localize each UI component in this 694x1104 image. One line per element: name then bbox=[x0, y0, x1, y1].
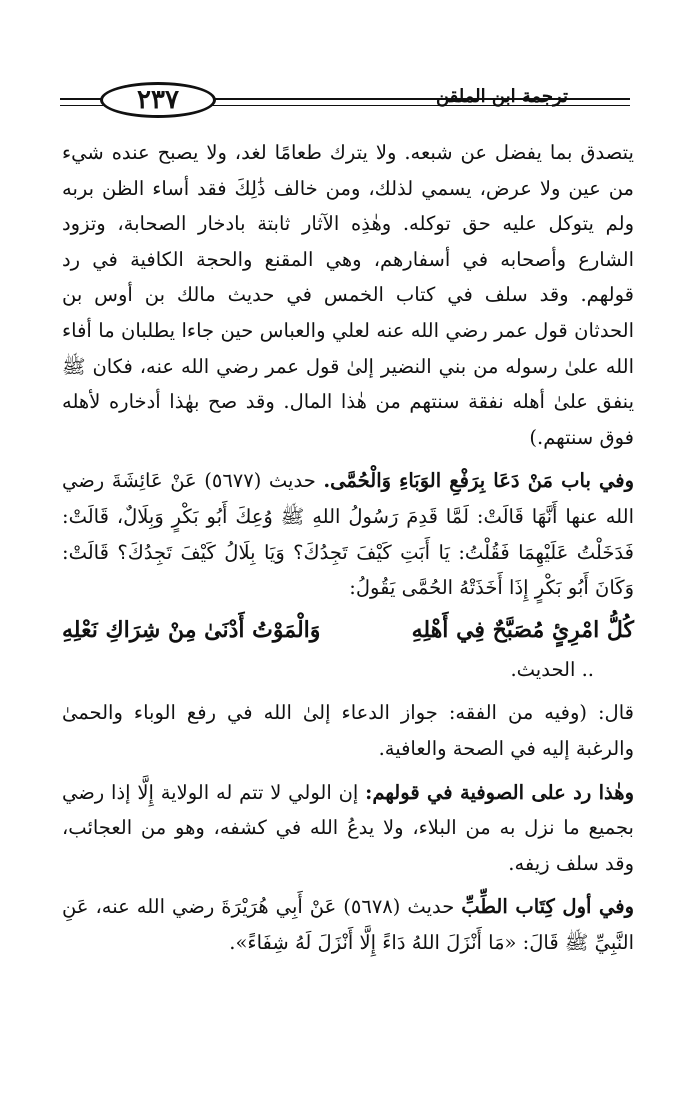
paragraph-4 bbox=[62, 775, 634, 882]
paragraph-2 bbox=[62, 463, 634, 605]
page-body bbox=[62, 135, 634, 960]
paragraph-1: يتصدق بما يفضل عن شبعه. ولا يترك طعامًا لغد، ولا يصبح عنده شيء من عين ولا عرض، يسمي لذلك، ومن خالف ذَٰلِكَ فقد أساء الظن بربه ولم يتوكل عليه حق توكله. وهٰذِه الآثار ثابتة بادخار الصحابة، وتزود الشارع وأصحابه في أسفارهم، وهي المقنع والحجة الكافية في رد قولهم. وقد سلف في كتاب الخمس في حديث مالك بن أوس بن الحدثان قول عمر رضي الله عنه لعلي والعباس حين جاءا يطلبان ما أفاء الله علىٰ رسوله من بني النضير إلىٰ قول عمر رضي الله عنه، فكان ﷺ ينفق علىٰ أهله نفقة سنتهم من هٰذا المال. وقد صح بهٰذا أدخاره لأهله فوق سنتهم.) bbox=[62, 141, 635, 449]
poem-verse bbox=[62, 608, 634, 652]
paragraph-4-text: إن الولي لا تتم له الولاية إِلَّا إذا رضي بجميع ما نزل به من البلاء، ولا يدعُ الله في كشفه، وهو من العجائب، وقد سلف زيفه. bbox=[62, 780, 634, 875]
page-header bbox=[60, 80, 630, 124]
header-rule-left bbox=[60, 105, 106, 106]
paragraph-5-text: حديث (٥٦٧٨) عَنْ أَبِي هُرَيْرَةَ رضي الله عنه، عَنِ النَّبِيِّ ﷺ قَالَ: «مَا أَنْزَلَ اللهُ دَاءً إِلَّا أَنْزَلَ لَهُ شِفَاءً». bbox=[62, 895, 634, 954]
paragraph-4-lead: وهٰذا رد على الصوفية في قولهم: bbox=[365, 780, 634, 804]
paragraph-5 bbox=[62, 889, 634, 960]
chapter-heading: وفي باب مَنْ دَعَا بِرَفْعِ الوَبَاءِ وَالْحُمَّى. bbox=[323, 469, 635, 493]
hadith-ellipsis: .. الحديث. bbox=[510, 657, 594, 681]
poem-second-hemistich: وَالْمَوْتُ أَدْنَىٰ مِنْ شِرَاكِ نَعْلِهِ bbox=[62, 616, 321, 643]
running-title: ترجمة ابن الملقن bbox=[435, 86, 568, 107]
poem-first-hemistich: كُلُّ امْرِئٍ مُصَبَّحٌ فِي أَهْلِهِ bbox=[411, 616, 634, 643]
paragraph-3: قال: (وفيه من الفقه: جواز الدعاء إلىٰ الله في رفع الوباء والحمىٰ والرغبة إليه في الصحة والعافية. bbox=[62, 701, 634, 760]
hadith-text: حديث (٥٦٧٧) عَنْ عَائِشَةَ رضي الله عنها أَنَّهَا قَالَتْ: لَمَّا قَدِمَ رَسُولُ اللهِ ﷺ وُعِكَ أَبُو بَكْرٍ وَبِلَالٌ، قَالَتْ: فَدَخَلْتُ عَلَيْهِمَا فَقُلْتُ: يَا أَبَتِ كَيْفَ تَجِدُكَ؟ وَيَا بِلَالُ كَيْفَ تَجِدُكَ؟ قَالَتْ: وَكَانَ أَبُو بَكْرٍ إِذَا أَخَذَتْهُ الحُمَّى يَقُولُ: bbox=[62, 469, 634, 600]
page-number: ٢٣٧ bbox=[100, 82, 216, 118]
paragraph-5-lead: وفي أول كِتَاب الطِّبِّ bbox=[461, 895, 634, 919]
